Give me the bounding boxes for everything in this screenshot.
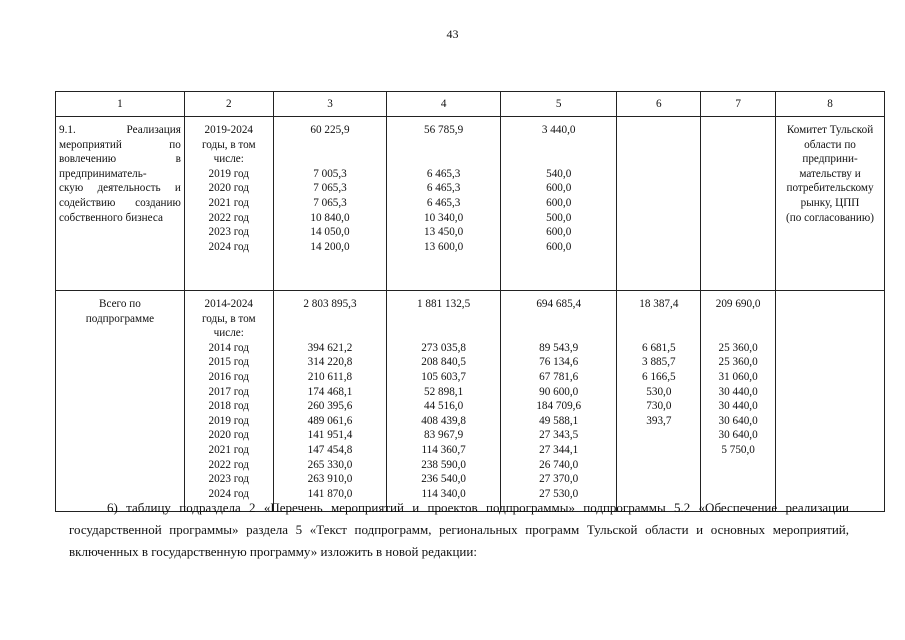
cell-line: 314 220,8	[307, 356, 353, 369]
cell-line	[504, 326, 614, 341]
cell-line: 2024 год	[208, 240, 249, 253]
cell-line: 7 065,3	[313, 182, 347, 195]
total-label-cell	[56, 291, 185, 512]
cell-line: 2014 год	[208, 341, 249, 354]
regional-budget-cell	[387, 117, 501, 291]
cell-line	[277, 326, 384, 341]
cell-line: 67 781,6	[539, 370, 579, 383]
cell-line: 174 468,1	[307, 385, 353, 398]
cell-line: 14 050,0	[310, 226, 350, 239]
cell-line: 10 340,0	[424, 211, 464, 224]
cell-line: 76 134,6	[539, 356, 579, 369]
cell-line: 114 340,0	[421, 487, 466, 500]
cell-line: 208 840,5	[421, 356, 466, 369]
cell-line: 30 440,0	[718, 400, 758, 413]
cell-line: 2014-2024	[204, 298, 254, 310]
cell-line: 2020 год	[208, 429, 249, 442]
cell-line	[504, 312, 614, 327]
cell-line: 14 200,0	[310, 240, 350, 253]
cell-line: 238 590,0	[421, 458, 466, 471]
cell-line: 6 465,3	[426, 182, 461, 195]
cell-line: 25 360,0	[718, 341, 758, 354]
cell-line: 18 387,4	[639, 298, 679, 310]
header-cell-3: 3	[273, 92, 387, 117]
cell-line: 141 870,0	[307, 487, 353, 500]
cell-line: 730,0	[646, 400, 672, 413]
cell-line: 1 881 132,5	[417, 298, 471, 310]
cell-line: 694 685,4	[536, 298, 582, 310]
cell-line: 56 785,9	[424, 124, 464, 136]
cell-line: 2020 год	[208, 182, 249, 195]
header-cell-6: 6	[617, 92, 701, 117]
cell-line: 105 603,7	[421, 370, 466, 383]
cell-line	[390, 138, 497, 153]
cell-line: 30 640,0	[718, 414, 758, 427]
cell-line	[704, 326, 772, 341]
cell-line	[390, 326, 497, 341]
cell-line: 5 750,0	[721, 443, 755, 456]
cell-line: 30 440,0	[718, 385, 758, 398]
activity-name-line: собственного бизнеса	[59, 211, 163, 224]
cell-line: 27 530,0	[539, 487, 579, 500]
activity-name-line: мероприятий по	[59, 138, 181, 151]
table-row	[56, 117, 885, 291]
header-cell-1: 1	[56, 92, 185, 117]
cell-line: 7 005,3	[313, 167, 347, 180]
cell-line: 500,0	[546, 211, 572, 224]
table-row	[56, 291, 885, 512]
cell-line: 27 370,0	[539, 473, 579, 486]
cell-line: Всего по	[99, 298, 141, 310]
local-budget-cell	[617, 117, 701, 291]
total-cell	[273, 291, 387, 512]
cell-line: 394 621,2	[307, 341, 353, 354]
cell-line: 540,0	[546, 167, 572, 180]
period-cell	[184, 291, 273, 512]
cell-line	[390, 152, 497, 167]
cell-line: 2021 год	[208, 196, 249, 209]
activity-name-line: содействию созданию	[59, 196, 181, 209]
cell-line: 141 951,4	[307, 429, 353, 442]
cell-line: 600,0	[546, 240, 572, 253]
cell-line: 147 454,8	[307, 443, 353, 456]
cell-line: 236 540,0	[421, 473, 466, 486]
activity-name-cell	[56, 117, 185, 291]
cell-line	[277, 312, 384, 327]
cell-line: 90 600,0	[539, 385, 579, 398]
cell-line: рынку, ЦПП	[800, 196, 860, 209]
cell-line: Комитет Тульской	[786, 124, 874, 136]
cell-line: 273 035,8	[421, 341, 466, 354]
cell-line: мательству и	[799, 167, 861, 180]
cell-line: 260 395,6	[307, 400, 353, 413]
cell-line: 10 840,0	[310, 211, 350, 224]
cell-line: 114 360,7	[421, 443, 466, 456]
cell-line: подпрограмме	[85, 312, 155, 325]
cell-line: 2022 год	[208, 458, 249, 471]
cell-line: 2017 год	[208, 385, 249, 398]
extrabudgetary-cell	[701, 291, 776, 512]
activity-name-line: предприниматель-	[59, 167, 147, 180]
cell-line: 6 681,5	[642, 341, 676, 354]
cell-line: годы, в том	[201, 138, 256, 151]
cell-line: 2019-2024	[204, 124, 254, 136]
cell-line: 393,7	[646, 414, 672, 427]
activity-name-line: 9.1. Реализация	[59, 124, 181, 136]
cell-line	[390, 312, 497, 327]
local-budget-cell	[617, 291, 701, 512]
cell-line	[504, 138, 614, 153]
cell-line: числе:	[213, 153, 244, 166]
cell-line: 600,0	[546, 226, 572, 239]
cell-line: 2018 год	[208, 400, 249, 413]
total-cell	[273, 117, 387, 291]
cell-line: 26 740,0	[539, 458, 579, 471]
cell-line: (по согласованию)	[786, 211, 874, 224]
cell-line	[620, 326, 697, 341]
header-row	[56, 92, 885, 117]
cell-line: 27 344,1	[539, 443, 579, 456]
cell-line: 600,0	[546, 182, 572, 195]
cell-line: 7 065,3	[313, 196, 347, 209]
header-cell-7: 7	[701, 92, 776, 117]
cell-line: 600,0	[546, 196, 572, 209]
cell-line: 6 465,3	[426, 196, 461, 209]
cell-line: 2019 год	[208, 414, 249, 427]
cell-line: 13 450,0	[424, 226, 464, 239]
cell-line: 3 440,0	[541, 124, 576, 136]
cell-line: 210 611,8	[307, 370, 353, 383]
federal-budget-cell	[500, 117, 617, 291]
program-table	[55, 91, 885, 512]
cell-line: 44 516,0	[424, 400, 464, 413]
cell-line	[504, 152, 614, 167]
cell-line: 89 543,9	[539, 341, 579, 354]
cell-line: 265 330,0	[307, 458, 353, 471]
header-cell-4: 4	[387, 92, 501, 117]
executor-cell	[776, 291, 885, 512]
cell-line: 2023 год	[208, 226, 249, 239]
cell-line: 52 898,1	[424, 385, 464, 398]
cell-line: 83 967,9	[424, 429, 464, 442]
cell-line	[704, 312, 772, 327]
cell-line: 408 439,8	[421, 414, 466, 427]
cell-line: 2023 год	[208, 473, 249, 486]
cell-line: 184 709,6	[536, 400, 582, 413]
cell-line: 2022 год	[208, 211, 249, 224]
header-cell-2: 2	[184, 92, 273, 117]
cell-line: 2015 год	[208, 356, 249, 369]
cell-line: 2016 год	[208, 370, 249, 383]
cell-line: 530,0	[646, 385, 672, 398]
cell-line: области по	[804, 138, 856, 151]
cell-line: 27 343,5	[539, 429, 579, 442]
cell-line: 2 803 895,3	[303, 298, 357, 310]
cell-line: 6 465,3	[426, 167, 461, 180]
cell-line: 489 061,6	[307, 414, 353, 427]
cell-line: 209 690,0	[715, 298, 761, 310]
extrabudgetary-cell	[701, 117, 776, 291]
cell-line: 2019 год	[208, 167, 249, 180]
cell-line: предприни-	[802, 153, 858, 166]
cell-line: 30 640,0	[718, 429, 758, 442]
paragraph-text: 6) таблицу подраздела 2 «Перечень мероприятий и проектов подпрограммы» подпрограммы 5.2 «Обеспечение реализации государственной программы» раздела 5 «Текст подпрограмм, региональных программ Тульской области и основных мероприятий, включенных в государственную программу» изложить в новой редакции:	[69, 500, 849, 559]
regional-budget-cell	[387, 291, 501, 512]
activity-name-line: скую деятельность и	[59, 182, 181, 195]
cell-line: числе:	[213, 327, 244, 340]
cell-line: потребительскому	[786, 182, 874, 195]
federal-budget-cell	[500, 291, 617, 512]
cell-line	[620, 312, 697, 327]
cell-line: 3 885,7	[642, 356, 676, 369]
cell-line: 2024 год	[208, 487, 249, 500]
cell-line: 2021 год	[208, 443, 249, 456]
header-cell-5: 5	[500, 92, 617, 117]
cell-line: 60 225,9	[310, 124, 350, 136]
activity-name-line: вовлечению в	[59, 153, 181, 166]
header-cell-8: 8	[776, 92, 885, 117]
body-paragraph	[69, 497, 849, 563]
cell-line: 49 588,1	[539, 414, 579, 427]
cell-line: годы, в том	[201, 312, 256, 325]
period-cell	[184, 117, 273, 291]
executor-cell	[776, 117, 885, 291]
cell-line: 13 600,0	[424, 240, 464, 253]
cell-line: 25 360,0	[718, 356, 758, 369]
cell-line: 263 910,0	[307, 473, 353, 486]
cell-line	[277, 152, 384, 167]
cell-line: 31 060,0	[718, 370, 758, 383]
cell-line: 6 166,5	[642, 370, 676, 383]
page-number: 43	[446, 27, 459, 41]
cell-line	[277, 138, 384, 153]
